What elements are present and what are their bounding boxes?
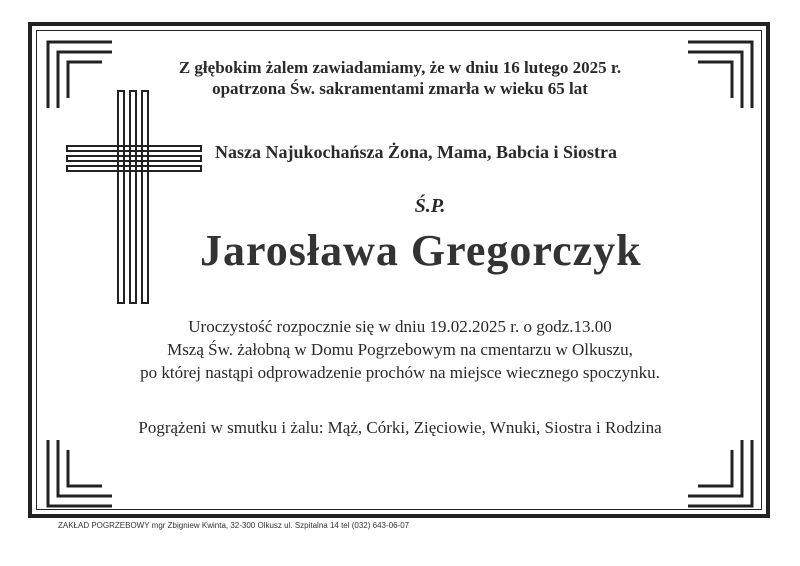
corner-ornament-bottom-left	[44, 430, 124, 510]
announcement-line-2: opatrzona Św. sakramentami zmarła w wieku 65 lat	[212, 79, 588, 98]
announcement-line-1: Z głębokim żalem zawiadamiamy, że w dniu 16 lutego 2025 r.	[178, 58, 622, 77]
ceremony-info	[0, 315, 800, 384]
ceremony-line-2: Mszą Św. żałobną w Domu Pogrzebowym na cmentarzu w Olkuszu,	[167, 340, 633, 359]
funeral-home-footer: ZAKŁAD POGRZEBOWY mgr Zbigniew Kwinta, 32-300 Olkusz ul. Szpitalna 14 tel (032) 643-06-07	[58, 521, 410, 530]
family-relation-heading: Nasza Najukochańsza Żona, Mama, Babcia i Siostra	[215, 142, 618, 162]
corner-ornament-bottom-right	[676, 430, 756, 510]
ceremony-line-1: Uroczystość rozpocznie się w dniu 19.02.2025 r. o godz.13.00	[188, 317, 612, 336]
corner-ornament-top-right	[676, 38, 756, 118]
mourners-line: Pogrążeni w smutku i żalu: Mąż, Córki, Zięciowie, Wnuki, Siostra i Rodzina	[138, 418, 662, 437]
ceremony-line-3: po której nastąpi odprowadzenie prochów na miejsce wiecznego spoczynku.	[140, 363, 660, 382]
deceased-name: Jarosława Gregorczyk	[200, 226, 642, 275]
sp-prefix: Ś.P.	[414, 195, 446, 217]
